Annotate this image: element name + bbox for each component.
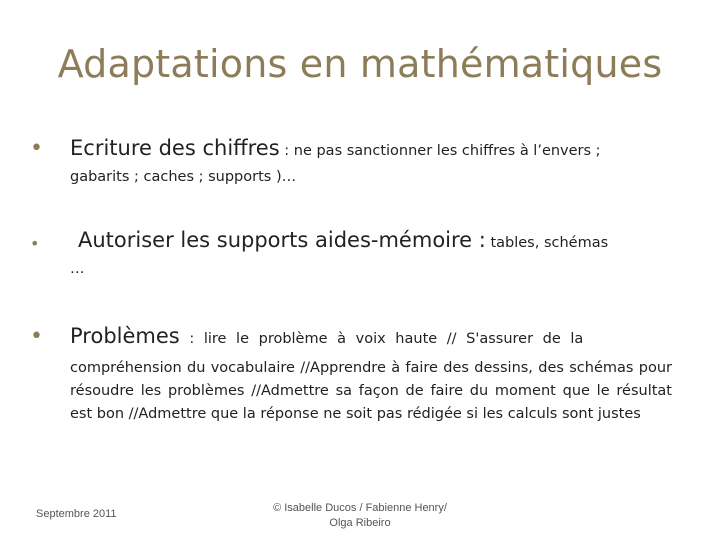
footer-credit	[250, 501, 470, 531]
bullet-2-text: tables, schémas	[485, 235, 609, 251]
bullet-marker-1: •	[30, 136, 43, 161]
footer-credit-line-1: © Isabelle Ducos / Fabienne Henry/	[273, 502, 447, 514]
bullet-2-continuation: …	[70, 261, 85, 277]
slide-title: Adaptations en mathématiques	[57, 42, 663, 86]
bullet-2-heading: Autoriser les supports aides-mémoire :	[78, 228, 486, 252]
bullet-marker-3: •	[30, 324, 43, 349]
bullet-1-line	[70, 136, 700, 160]
bullet-3-text: : lire le problème à voix haute // S'assurer de la	[179, 331, 584, 347]
bullet-1-heading: Ecriture des chiffres	[70, 136, 280, 160]
bullet-1-continuation: gabarits ; caches ; supports )…	[70, 169, 297, 185]
footer-date: Septembre 2011	[36, 508, 117, 520]
bullet-1-text: : ne pas sanctionner les chiffres à l’envers ;	[279, 143, 601, 159]
bullet-3-line	[70, 324, 672, 348]
bullet-3-heading: Problèmes	[70, 324, 180, 348]
bullet-3-continuation: compréhension du vocabulaire //Apprendre à faire des dessins, des schémas pour résoudre les problèmes //Admettre sa façon de faire du moment que le résultat est bon //Admettre que la réponse ne soit pas rédigée si les calculs sont justes	[70, 360, 672, 422]
footer-credit-line-2: Olga Ribeiro	[329, 517, 391, 529]
bullet-2-line	[78, 228, 698, 252]
bullet-marker-2: •	[30, 234, 40, 253]
